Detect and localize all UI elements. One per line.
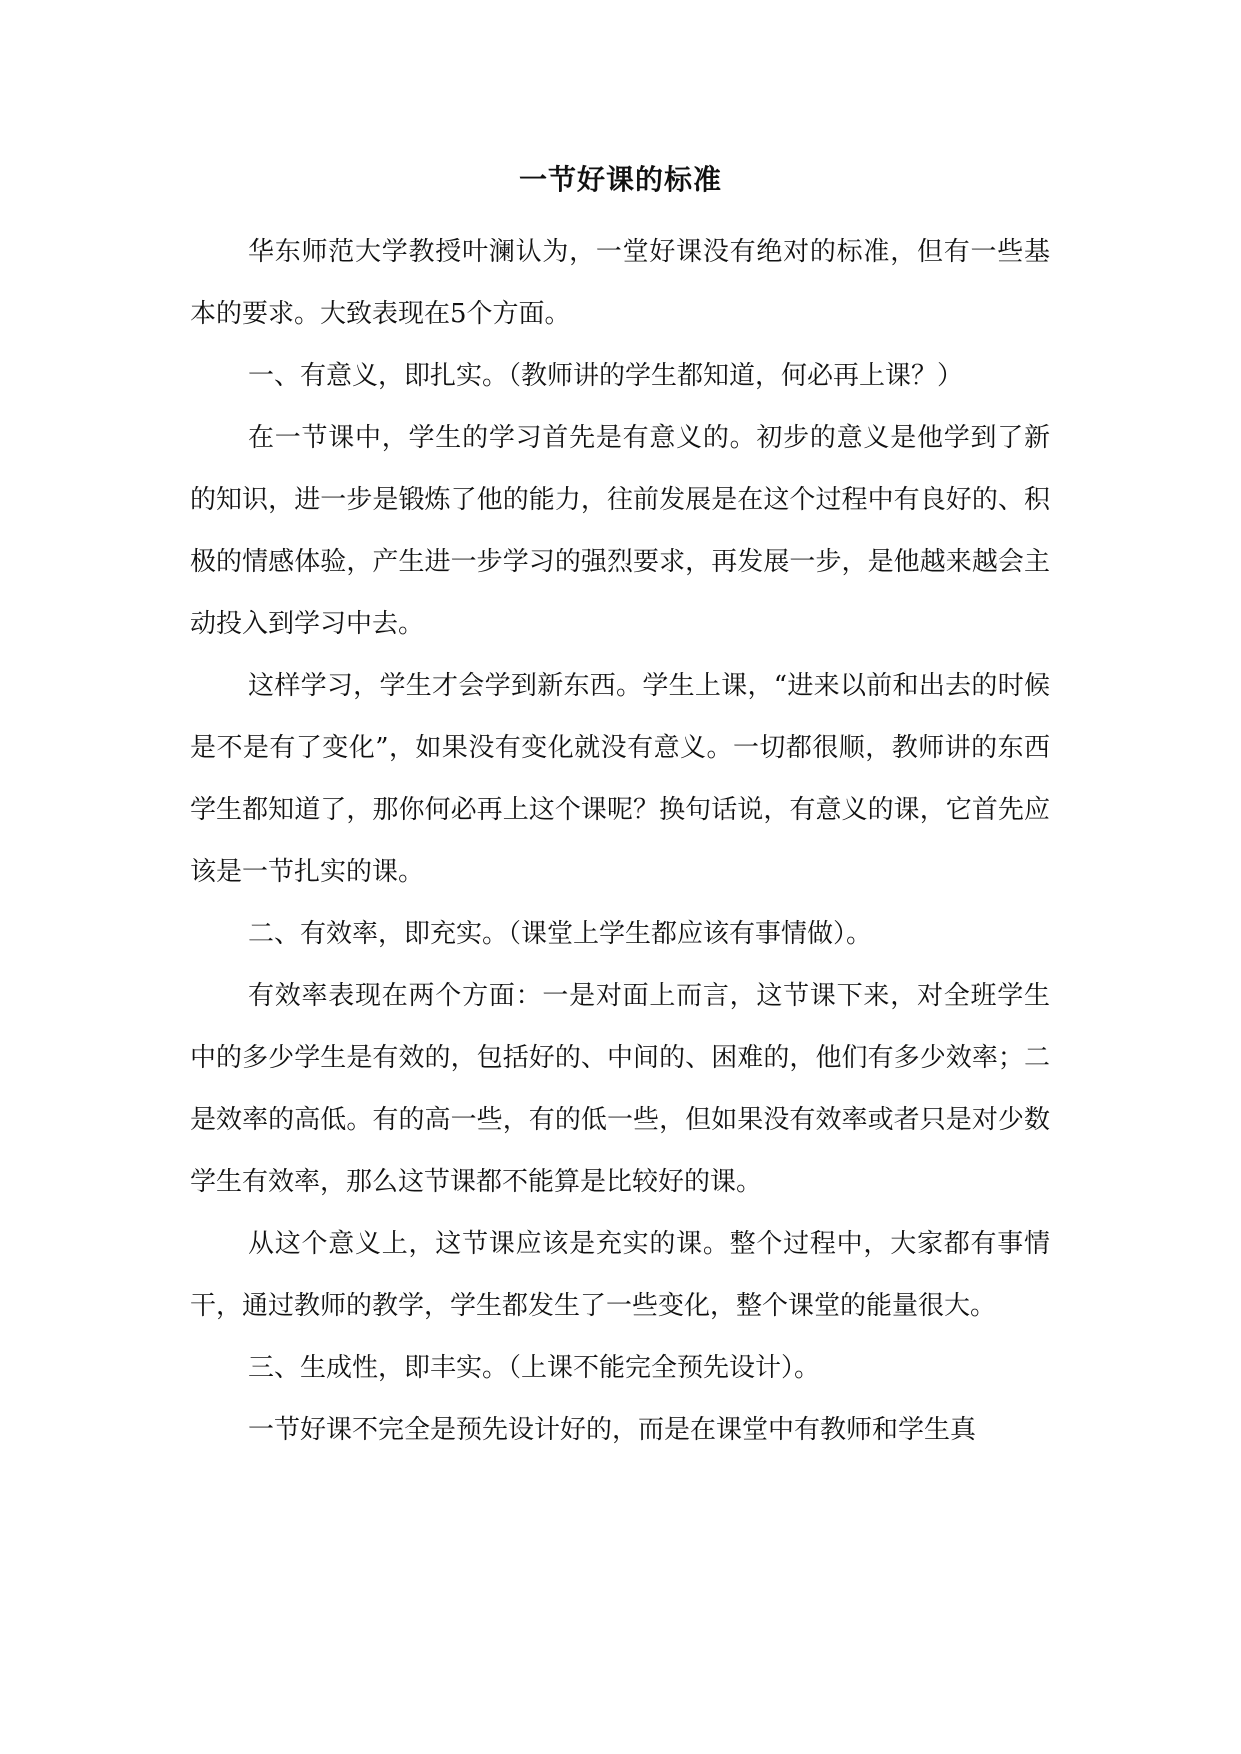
document-body <box>190 221 1050 1461</box>
paragraph: 在一节课中，学生的学习首先是有意义的。初步的意义是他学到了新的知识，进一步是锻炼了他的能力，往前发展是在这个过程中有良好的、积极的情感体验，产生进一步学习的强烈要求，再发展一步，是他越来越会主动投入到学习中去。 <box>190 423 1050 639</box>
paragraph: 有效率表现在两个方面：一是对面上而言，这节课下来，对全班学生中的多少学生是有效的，包括好的、中间的、困难的，他们有多少效率；二是效率的高低。有的高一些，有的低一些，但如果没有效率或者只是对少数学生有效率，那么这节课都不能算是比较好的课。 <box>190 981 1050 1197</box>
paragraph: 一节好课不完全是预先设计好的，而是在课堂中有教师和学生真 <box>248 1415 977 1445</box>
paragraph-intro: 华东师范大学教授叶澜认为，一堂好课没有绝对的标准，但有一些基本的要求。大致表现在5个方面。 <box>190 237 1050 329</box>
paragraph: 从这个意义上，这节课应该是充实的课。整个过程中，大家都有事情干，通过教师的教学，学生都发生了一些变化，整个课堂的能量很大。 <box>190 1229 1050 1321</box>
paragraph: 这样学习，学生才会学到新东西。学生上课，“进来以前和出去的时候是不是有了变化”，如果没有变化就没有意义。一切都很顺，教师讲的东西学生都知道了，那你何必再上这个课呢？换句话说，有意义的课，它首先应该是一节扎实的课。 <box>190 671 1050 887</box>
section-heading-1: 一、有意义，即扎实。（教师讲的学生都知道，何必再上课？） <box>248 361 964 391</box>
section-heading-2: 二、有效率，即充实。（课堂上学生都应该有事情做）。 <box>248 919 873 949</box>
section-heading-3: 三、生成性，即丰实。（上课不能完全预先设计）。 <box>248 1353 821 1383</box>
document-title: 一节好课的标准 <box>518 163 722 196</box>
